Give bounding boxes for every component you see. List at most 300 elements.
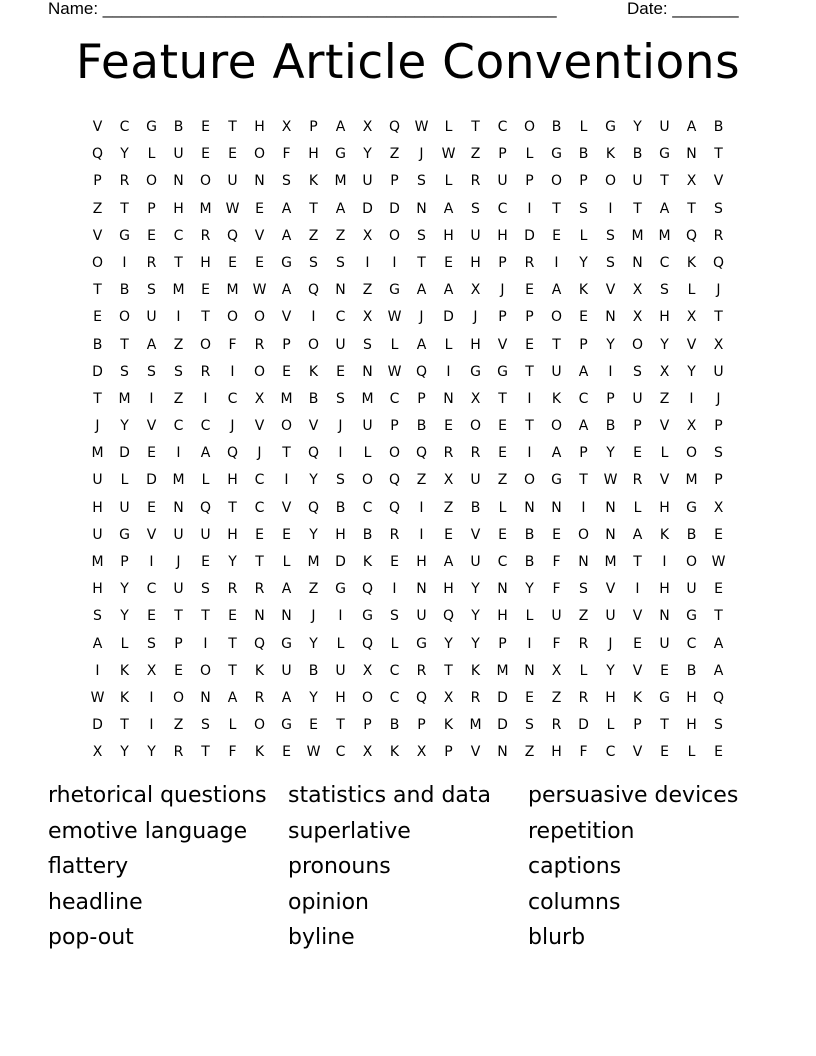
grid-letter[interactable]: I <box>608 200 613 217</box>
grid-letter[interactable]: K <box>119 662 130 679</box>
grid-letter[interactable]: M <box>307 554 320 570</box>
grid-letter[interactable]: G <box>551 146 562 163</box>
grid-letter[interactable]: Q <box>307 445 320 462</box>
grid-letter[interactable]: W <box>711 554 726 570</box>
grid-letter[interactable]: N <box>443 390 454 407</box>
grid-letter[interactable]: E <box>444 526 453 543</box>
grid-letter[interactable]: O <box>388 445 401 462</box>
grid-letter[interactable]: O <box>226 309 239 326</box>
grid-letter[interactable]: L <box>525 146 534 163</box>
grid-letter[interactable]: E <box>255 254 264 271</box>
grid-letter[interactable]: V <box>281 309 292 326</box>
grid-letter[interactable]: P <box>606 390 615 407</box>
grid-letter[interactable]: H <box>605 689 616 706</box>
grid-letter[interactable]: R <box>713 227 724 244</box>
grid-letter[interactable]: L <box>444 336 453 353</box>
grid-letter[interactable]: K <box>632 689 643 706</box>
grid-letter[interactable]: X <box>362 119 373 135</box>
grid-letter[interactable]: V <box>632 608 643 625</box>
grid-letter[interactable]: L <box>390 635 399 652</box>
grid-letter[interactable]: P <box>417 717 426 734</box>
grid-letter[interactable]: E <box>147 499 156 516</box>
grid-letter[interactable]: P <box>309 119 318 135</box>
grid-letter[interactable]: P <box>579 173 588 190</box>
grid-letter[interactable]: E <box>309 717 318 734</box>
grid-letter[interactable]: E <box>201 146 210 163</box>
grid-letter[interactable]: A <box>551 282 562 299</box>
grid-letter[interactable]: N <box>605 526 616 543</box>
grid-letter[interactable]: F <box>228 336 237 353</box>
grid-letter[interactable]: A <box>416 282 427 299</box>
grid-letter[interactable]: E <box>255 526 264 543</box>
grid-letter[interactable]: I <box>392 254 397 271</box>
grid-letter[interactable]: Q <box>388 472 401 489</box>
grid-letter[interactable]: R <box>416 662 427 679</box>
grid-letter[interactable]: V <box>470 744 481 761</box>
grid-letter[interactable]: I <box>392 581 397 598</box>
grid-letter[interactable]: O <box>550 309 563 326</box>
grid-letter[interactable]: T <box>282 445 291 462</box>
grid-letter[interactable]: T <box>417 254 426 271</box>
grid-letter[interactable]: Y <box>471 635 480 652</box>
grid-letter[interactable]: E <box>390 554 399 570</box>
grid-letter[interactable]: E <box>660 744 669 761</box>
grid-letter[interactable]: C <box>605 744 616 761</box>
grid-letter[interactable]: G <box>551 472 562 489</box>
grid-letter[interactable]: P <box>93 173 102 190</box>
grid-letter[interactable]: K <box>551 390 562 407</box>
grid-letter[interactable]: F <box>282 146 291 163</box>
grid-letter[interactable]: Z <box>497 472 508 489</box>
grid-letter[interactable]: B <box>686 662 697 679</box>
grid-letter[interactable]: B <box>470 499 481 516</box>
grid-letter[interactable]: M <box>172 282 185 299</box>
grid-letter[interactable]: L <box>660 445 669 462</box>
grid-letter[interactable]: T <box>552 200 561 217</box>
grid-letter[interactable]: K <box>254 744 265 761</box>
grid-letter[interactable]: U <box>335 662 346 679</box>
grid-letter[interactable]: N <box>632 254 643 271</box>
grid-letter[interactable]: I <box>122 254 127 271</box>
grid-letter[interactable]: X <box>146 662 157 679</box>
grid-letter[interactable]: O <box>631 336 644 353</box>
grid-letter[interactable]: J <box>95 418 100 435</box>
grid-letter[interactable]: H <box>659 309 670 326</box>
grid-letter[interactable]: T <box>228 119 237 135</box>
grid-letter[interactable]: D <box>497 689 508 706</box>
grid-letter[interactable]: D <box>524 227 535 244</box>
grid-letter[interactable]: S <box>714 717 723 734</box>
grid-letter[interactable]: Q <box>415 445 428 462</box>
grid-letter[interactable]: B <box>416 418 427 435</box>
grid-letter[interactable]: W <box>414 119 429 135</box>
grid-letter[interactable]: B <box>713 119 724 135</box>
grid-letter[interactable]: P <box>579 445 588 462</box>
grid-letter[interactable]: H <box>227 526 238 543</box>
grid-letter[interactable]: I <box>527 390 532 407</box>
grid-letter[interactable]: I <box>230 363 235 380</box>
grid-letter[interactable]: Q <box>361 635 374 652</box>
grid-letter[interactable]: U <box>146 309 157 326</box>
grid-letter[interactable]: S <box>471 200 480 217</box>
grid-letter[interactable]: P <box>498 635 507 652</box>
grid-letter[interactable]: V <box>713 173 724 190</box>
grid-letter[interactable]: J <box>257 445 262 462</box>
grid-letter[interactable]: V <box>254 227 265 244</box>
grid-letter[interactable]: U <box>632 390 643 407</box>
grid-letter[interactable]: M <box>118 390 131 407</box>
grid-letter[interactable]: N <box>497 581 508 598</box>
grid-letter[interactable]: L <box>120 635 129 652</box>
grid-letter[interactable]: Y <box>606 445 615 462</box>
grid-letter[interactable]: N <box>173 173 184 190</box>
grid-letter[interactable]: T <box>633 200 642 217</box>
grid-letter[interactable]: O <box>199 662 212 679</box>
grid-letter[interactable]: S <box>714 445 723 462</box>
grid-letter[interactable]: L <box>363 445 372 462</box>
grid-letter[interactable]: I <box>419 499 424 516</box>
grid-letter[interactable]: P <box>633 418 642 435</box>
grid-letter[interactable]: W <box>387 309 402 326</box>
grid-letter[interactable]: O <box>199 173 212 190</box>
grid-letter[interactable]: A <box>443 282 454 299</box>
grid-letter[interactable]: T <box>336 717 345 734</box>
grid-letter[interactable]: I <box>338 608 343 625</box>
grid-letter[interactable]: V <box>497 336 508 353</box>
grid-letter[interactable]: N <box>605 309 616 326</box>
grid-letter[interactable]: A <box>335 119 346 135</box>
grid-letter[interactable]: E <box>525 282 534 299</box>
grid-letter[interactable]: B <box>578 146 589 163</box>
grid-letter[interactable]: S <box>525 717 534 734</box>
grid-letter[interactable]: K <box>308 173 319 190</box>
grid-letter[interactable]: I <box>527 200 532 217</box>
grid-letter[interactable]: Q <box>253 635 266 652</box>
grid-letter[interactable]: Z <box>551 689 562 706</box>
grid-letter[interactable]: O <box>604 173 617 190</box>
grid-letter[interactable]: Q <box>712 689 725 706</box>
grid-letter[interactable]: S <box>174 363 183 380</box>
grid-letter[interactable]: H <box>686 689 697 706</box>
grid-letter[interactable]: S <box>417 227 426 244</box>
grid-letter[interactable]: O <box>361 689 374 706</box>
grid-letter[interactable]: E <box>174 662 183 679</box>
grid-letter[interactable]: A <box>416 336 427 353</box>
grid-letter[interactable]: G <box>335 581 346 598</box>
grid-letter[interactable]: I <box>149 390 154 407</box>
grid-letter[interactable]: T <box>498 390 507 407</box>
grid-letter[interactable]: P <box>282 336 291 353</box>
grid-letter[interactable]: S <box>93 608 102 625</box>
grid-letter[interactable]: T <box>201 309 210 326</box>
grid-letter[interactable]: X <box>362 744 373 761</box>
grid-letter[interactable]: Z <box>416 472 427 489</box>
grid-letter[interactable]: Z <box>173 717 184 734</box>
grid-letter[interactable]: B <box>605 418 616 435</box>
grid-letter[interactable]: U <box>92 526 103 543</box>
grid-letter[interactable]: Y <box>309 526 318 543</box>
grid-letter[interactable]: L <box>390 336 399 353</box>
grid-letter[interactable]: O <box>469 418 482 435</box>
grid-letter[interactable]: M <box>496 662 509 679</box>
grid-letter[interactable]: U <box>659 119 670 135</box>
grid-letter[interactable]: S <box>336 254 345 271</box>
grid-letter[interactable]: A <box>146 336 157 353</box>
grid-letter[interactable]: J <box>716 282 721 299</box>
grid-letter[interactable]: X <box>686 309 697 326</box>
grid-letter[interactable]: O <box>199 336 212 353</box>
grid-letter[interactable]: R <box>578 689 589 706</box>
grid-letter[interactable]: A <box>659 200 670 217</box>
grid-letter[interactable]: I <box>149 689 154 706</box>
grid-letter[interactable]: N <box>362 363 373 380</box>
grid-letter[interactable]: W <box>306 744 321 761</box>
grid-letter[interactable]: Z <box>389 146 400 163</box>
grid-letter[interactable]: Z <box>659 390 670 407</box>
grid-letter[interactable]: D <box>389 200 400 217</box>
grid-letter[interactable]: W <box>225 200 240 217</box>
grid-letter[interactable]: A <box>200 445 211 462</box>
grid-letter[interactable]: S <box>336 390 345 407</box>
grid-letter[interactable]: Z <box>443 499 454 516</box>
grid-letter[interactable]: N <box>335 282 346 299</box>
grid-letter[interactable]: S <box>390 608 399 625</box>
grid-letter[interactable]: A <box>686 119 697 135</box>
grid-letter[interactable]: D <box>92 717 103 734</box>
grid-letter[interactable]: A <box>281 581 292 598</box>
grid-letter[interactable]: M <box>685 472 698 489</box>
grid-letter[interactable]: Z <box>470 146 481 163</box>
grid-letter[interactable]: S <box>363 336 372 353</box>
grid-letter[interactable]: P <box>633 717 642 734</box>
grid-letter[interactable]: B <box>551 119 562 135</box>
grid-letter[interactable]: A <box>632 526 643 543</box>
grid-letter[interactable]: Y <box>444 635 453 652</box>
grid-letter[interactable]: I <box>635 581 640 598</box>
grid-letter[interactable]: S <box>147 635 156 652</box>
grid-letter[interactable]: N <box>254 173 265 190</box>
grid-letter[interactable]: H <box>470 336 481 353</box>
grid-letter[interactable]: H <box>551 744 562 761</box>
grid-letter[interactable]: U <box>173 581 184 598</box>
grid-letter[interactable]: P <box>120 554 129 570</box>
grid-letter[interactable]: L <box>147 146 156 163</box>
grid-letter[interactable]: L <box>579 227 588 244</box>
grid-letter[interactable]: N <box>659 608 670 625</box>
grid-letter[interactable]: M <box>604 554 617 570</box>
grid-letter[interactable]: R <box>578 635 589 652</box>
grid-letter[interactable]: L <box>336 635 345 652</box>
grid-letter[interactable]: Q <box>712 254 725 271</box>
grid-letter[interactable]: I <box>203 390 208 407</box>
grid-letter[interactable]: E <box>201 554 210 570</box>
grid-letter[interactable]: E <box>93 309 102 326</box>
grid-letter[interactable]: V <box>686 336 697 353</box>
grid-letter[interactable]: X <box>686 418 697 435</box>
grid-letter[interactable]: E <box>660 662 669 679</box>
grid-letter[interactable]: P <box>390 418 399 435</box>
grid-letter[interactable]: T <box>471 119 480 135</box>
grid-letter[interactable]: K <box>578 282 589 299</box>
grid-letter[interactable]: Q <box>226 227 239 244</box>
grid-letter[interactable]: P <box>714 472 723 489</box>
grid-letter[interactable]: V <box>659 418 670 435</box>
grid-letter[interactable]: E <box>498 445 507 462</box>
grid-letter[interactable]: V <box>605 282 616 299</box>
grid-letter[interactable]: A <box>713 662 724 679</box>
grid-letter[interactable]: X <box>281 119 292 135</box>
grid-letter[interactable]: H <box>497 227 508 244</box>
grid-letter[interactable]: T <box>120 717 129 734</box>
grid-letter[interactable]: O <box>253 717 266 734</box>
grid-letter[interactable]: H <box>686 717 697 734</box>
grid-letter[interactable]: L <box>444 173 453 190</box>
date-field[interactable]: Date: _______ <box>627 0 739 18</box>
grid-letter[interactable]: P <box>444 744 453 761</box>
grid-letter[interactable]: G <box>605 119 616 135</box>
grid-letter[interactable]: E <box>228 146 237 163</box>
grid-letter[interactable]: L <box>579 119 588 135</box>
grid-letter[interactable]: X <box>92 744 103 761</box>
grid-letter[interactable]: P <box>174 635 183 652</box>
grid-letter[interactable]: L <box>444 119 453 135</box>
grid-letter[interactable]: R <box>200 227 211 244</box>
grid-letter[interactable]: Y <box>633 119 642 135</box>
grid-letter[interactable]: C <box>362 499 373 516</box>
grid-letter[interactable]: E <box>255 200 264 217</box>
grid-letter[interactable]: I <box>149 717 154 734</box>
grid-letter[interactable]: I <box>527 635 532 652</box>
grid-letter[interactable]: W <box>252 282 267 299</box>
grid-letter[interactable]: S <box>147 282 156 299</box>
grid-letter[interactable]: E <box>714 526 723 543</box>
grid-letter[interactable]: X <box>713 499 724 516</box>
grid-letter[interactable]: J <box>419 146 424 163</box>
grid-letter[interactable]: N <box>416 581 427 598</box>
grid-letter[interactable]: P <box>417 390 426 407</box>
grid-letter[interactable]: R <box>551 717 562 734</box>
grid-letter[interactable]: B <box>92 336 103 353</box>
grid-letter[interactable]: R <box>173 744 184 761</box>
grid-letter[interactable]: V <box>308 418 319 435</box>
grid-letter[interactable]: T <box>444 662 453 679</box>
grid-letter[interactable]: L <box>687 282 696 299</box>
grid-letter[interactable]: G <box>389 282 400 299</box>
grid-letter[interactable]: C <box>146 581 157 598</box>
grid-letter[interactable]: K <box>119 689 130 706</box>
grid-letter[interactable]: U <box>173 526 184 543</box>
grid-letter[interactable]: M <box>280 390 293 407</box>
grid-letter[interactable]: T <box>228 662 237 679</box>
grid-letter[interactable]: E <box>282 526 291 543</box>
grid-letter[interactable]: D <box>92 363 103 380</box>
grid-letter[interactable]: J <box>473 309 478 326</box>
grid-letter[interactable]: Q <box>361 581 374 598</box>
grid-letter[interactable]: Q <box>388 119 401 135</box>
grid-letter[interactable]: K <box>389 744 400 761</box>
grid-letter[interactable]: V <box>146 418 157 435</box>
grid-letter[interactable]: S <box>606 254 615 271</box>
grid-letter[interactable]: R <box>470 173 481 190</box>
grid-letter[interactable]: R <box>254 581 265 598</box>
grid-letter[interactable]: I <box>203 635 208 652</box>
grid-letter[interactable]: L <box>282 554 291 570</box>
grid-letter[interactable]: F <box>579 744 588 761</box>
grid-letter[interactable]: P <box>525 309 534 326</box>
grid-letter[interactable]: N <box>254 608 265 625</box>
grid-letter[interactable]: I <box>176 445 181 462</box>
grid-letter[interactable]: G <box>119 227 130 244</box>
grid-letter[interactable]: A <box>281 282 292 299</box>
grid-letter[interactable]: T <box>93 282 102 299</box>
grid-letter[interactable]: Y <box>120 744 129 761</box>
grid-letter[interactable]: L <box>606 717 615 734</box>
grid-letter[interactable]: Y <box>309 472 318 489</box>
grid-letter[interactable]: C <box>335 309 346 326</box>
grid-letter[interactable]: X <box>470 390 481 407</box>
grid-letter[interactable]: I <box>284 472 289 489</box>
grid-letter[interactable]: V <box>254 418 265 435</box>
grid-letter[interactable]: U <box>470 472 481 489</box>
grid-letter[interactable]: Q <box>307 282 320 299</box>
grid-letter[interactable]: O <box>253 309 266 326</box>
grid-letter[interactable]: N <box>605 499 616 516</box>
grid-letter[interactable]: L <box>687 744 696 761</box>
grid-letter[interactable]: Z <box>524 744 535 761</box>
grid-letter[interactable]: N <box>551 499 562 516</box>
grid-letter[interactable]: Q <box>307 499 320 516</box>
grid-letter[interactable]: O <box>577 526 590 543</box>
grid-letter[interactable]: G <box>497 363 508 380</box>
grid-letter[interactable]: Z <box>92 200 103 217</box>
grid-letter[interactable]: O <box>253 146 266 163</box>
grid-letter[interactable]: I <box>689 390 694 407</box>
grid-letter[interactable]: Y <box>228 554 237 570</box>
grid-letter[interactable]: G <box>281 717 292 734</box>
grid-letter[interactable]: E <box>714 581 723 598</box>
grid-letter[interactable]: H <box>335 689 346 706</box>
grid-letter[interactable]: V <box>470 526 481 543</box>
grid-letter[interactable]: B <box>686 526 697 543</box>
grid-letter[interactable]: J <box>338 418 343 435</box>
grid-letter[interactable]: D <box>335 554 346 570</box>
grid-letter[interactable]: A <box>281 200 292 217</box>
name-field[interactable]: Name: ________________________________________________ <box>48 0 557 18</box>
grid-letter[interactable]: D <box>146 472 157 489</box>
grid-letter[interactable]: U <box>551 608 562 625</box>
grid-letter[interactable]: T <box>93 390 102 407</box>
grid-letter[interactable]: K <box>362 554 373 570</box>
grid-letter[interactable]: N <box>524 662 535 679</box>
grid-letter[interactable]: S <box>633 363 642 380</box>
grid-letter[interactable]: Z <box>308 581 319 598</box>
grid-letter[interactable]: U <box>119 499 130 516</box>
grid-letter[interactable]: T <box>228 499 237 516</box>
grid-letter[interactable]: C <box>119 119 130 135</box>
grid-letter[interactable]: U <box>470 554 481 570</box>
grid-letter[interactable]: G <box>470 363 481 380</box>
grid-letter[interactable]: E <box>714 744 723 761</box>
grid-letter[interactable]: N <box>200 689 211 706</box>
grid-letter[interactable]: V <box>659 472 670 489</box>
grid-letter[interactable]: E <box>444 254 453 271</box>
grid-letter[interactable]: N <box>578 554 589 570</box>
grid-letter[interactable]: R <box>443 445 454 462</box>
grid-letter[interactable]: N <box>686 146 697 163</box>
grid-letter[interactable]: T <box>120 336 129 353</box>
grid-letter[interactable]: H <box>443 227 454 244</box>
grid-letter[interactable]: T <box>174 254 183 271</box>
